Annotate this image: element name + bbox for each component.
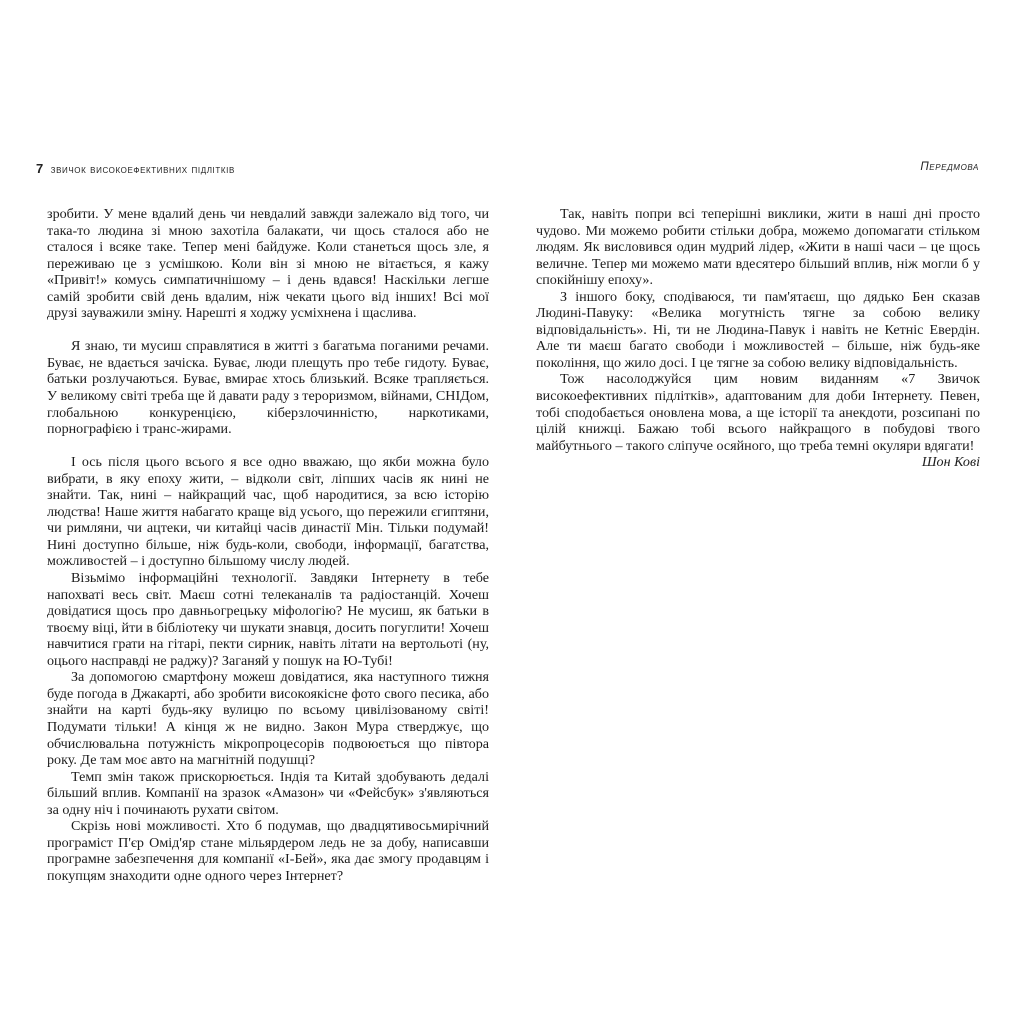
paragraph: За допомогою смартфону можеш довідатися, яка наступного тижня буде погода в Джакарті, або зробити високоякісне фото свого песика, або знайти на карті будь-яку вулицю по всьому цивілізованому світі! Подумати тільки! А кінця ж не видно. Закон Мура стверджує, що обчислювальна потужність мікропроцесорів подвоюється що півтора року. Де там моє авто на магнітній подушці? — [47, 669, 489, 769]
paragraph: Я знаю, ти мусиш справлятися в житті з багатьма поганими речами. Буває, не вдається зачіска. Буває, люди плещуть про тебе гидоту. Буває, батьки розлучаються. Буває, вмирає хтось близький. Всяке трапляється. У великому світі треба ще й давати раду з тероризмом, війнами, СНІДом, глобальною конкуренцією, кіберзлочинністю, наркотиками, порнографією і транс-жирами. — [47, 338, 489, 438]
paragraph: І ось після цього всього я все одно вважаю, що якби можна було вибрати, в яку епоху жити, – відколи світ, ліпших часів як нині не знайти. Так, нині – найкращий час, щоб народитися, за всю історію людства! Наше життя набагато краще від усього, що пережили єгиптяни, чи римляни, чи ацтеки, чи китайці часів династії Мін. Тільки подумай! Нині доступно більше, ніж будь-коли, свободи, інформації, багатства, можливостей – і доступно більшому числу людей. — [47, 454, 489, 570]
paragraph: Темп змін також прискорюється. Індія та Китай здобувають дедалі більший вплив. Компанії на зразок «Амазон» чи «Фейсбук» з'являються за одну ніч і починають рухати світом. — [47, 768, 489, 818]
book-title-number: 7 — [36, 161, 44, 176]
book-title-text: звичок високоефективних підлітків — [50, 164, 235, 176]
paragraph: Так, навіть попри всі теперішні виклики, жити в наші дні просто чудово. Ми можемо робити стільки добра, можемо допомагати стільком людям. Як висловився один мудрий лідер, «Жити в наші часи – це щось величне. Тепер ми можемо мати вдесятеро більший вплив, ніж могли б у спокійнішу епоху». — [536, 206, 980, 289]
paragraph: Скрізь нові можливості. Хто б подумав, що двадцятивосьмирічний програміст П'єр Омід'яр стане мільярдером ледь не за добу, написавши програмне забезпечення для компанії «І-Бей», яка дає змогу продавцям і покупцям знаходити одне одного через Інтернет? — [47, 818, 489, 884]
right-page-column — [536, 206, 980, 471]
paragraph: зробити. У мене вдалий день чи невдалий завжди залежало від того, чи така-то людина зі мною захотіла балакати, чи щось сталося або не сталося і всяке таке. Тепер мені байдуже. Коли станеться щось зле, я переживаю це з усмішкою. Коли він зі мною не вітається, я кажу «Привіт!» комусь симпатичнішому – і день вдався! Наскільки легше самій зробити свій день вдалим, ніж чекати цього від інших! Всі мої друзі зауважили зміну. Нарешті я ходжу усміхнена і щаслива. — [47, 206, 489, 322]
paragraph: З іншого боку, сподіваюся, ти пам'ятаєш, що дядько Бен сказав Людині-Павуку: «Велика могутність тягне за собою велику відповідальність». Ні, ти не Людина-Павук і навіть не Кетніс Евердін. Але ти маєш багато свободи і можливостей – більше, ніж будь-яке покоління, що жило досі. І це тягне за собою велику відповідальність. — [536, 288, 980, 371]
author-signature: Шон Кові — [921, 454, 980, 471]
running-head-section-title: Передмова — [920, 161, 979, 173]
left-page-column — [47, 206, 489, 884]
running-head-book-title — [36, 161, 235, 176]
paragraph: Візьмімо інформаційні технології. Завдяки Інтернету в тебе напохваті весь світ. Маєш сотні телеканалів та радіостанцій. Хочеш довідатися щось про давньогрецьку міфологію? Не мусиш, як батьки в твоєму віці, йти в бібліотеку чи шукати знавця, досить погуглити! Хочеш навчитися грати на гітарі, пекти сирник, навіть літати на вертольоті (ну, оцього насправді не раджу)? Заганяй у пошук на Ю-Тубі! — [47, 570, 489, 669]
paragraph: Тож насолоджуйся цим новим виданням «7 Звичок високоефективних підлітків», адаптованим для доби Інтернету. Певен, тобі сподобається оновлена мова, а ще історії та анекдоти, розсипані по цілій книжці. Бажаю тобі всього найкращого в побудові твого майбутнього – такого сліпуче осяйного, що треба темні окуляри вдягати! — [536, 371, 980, 454]
